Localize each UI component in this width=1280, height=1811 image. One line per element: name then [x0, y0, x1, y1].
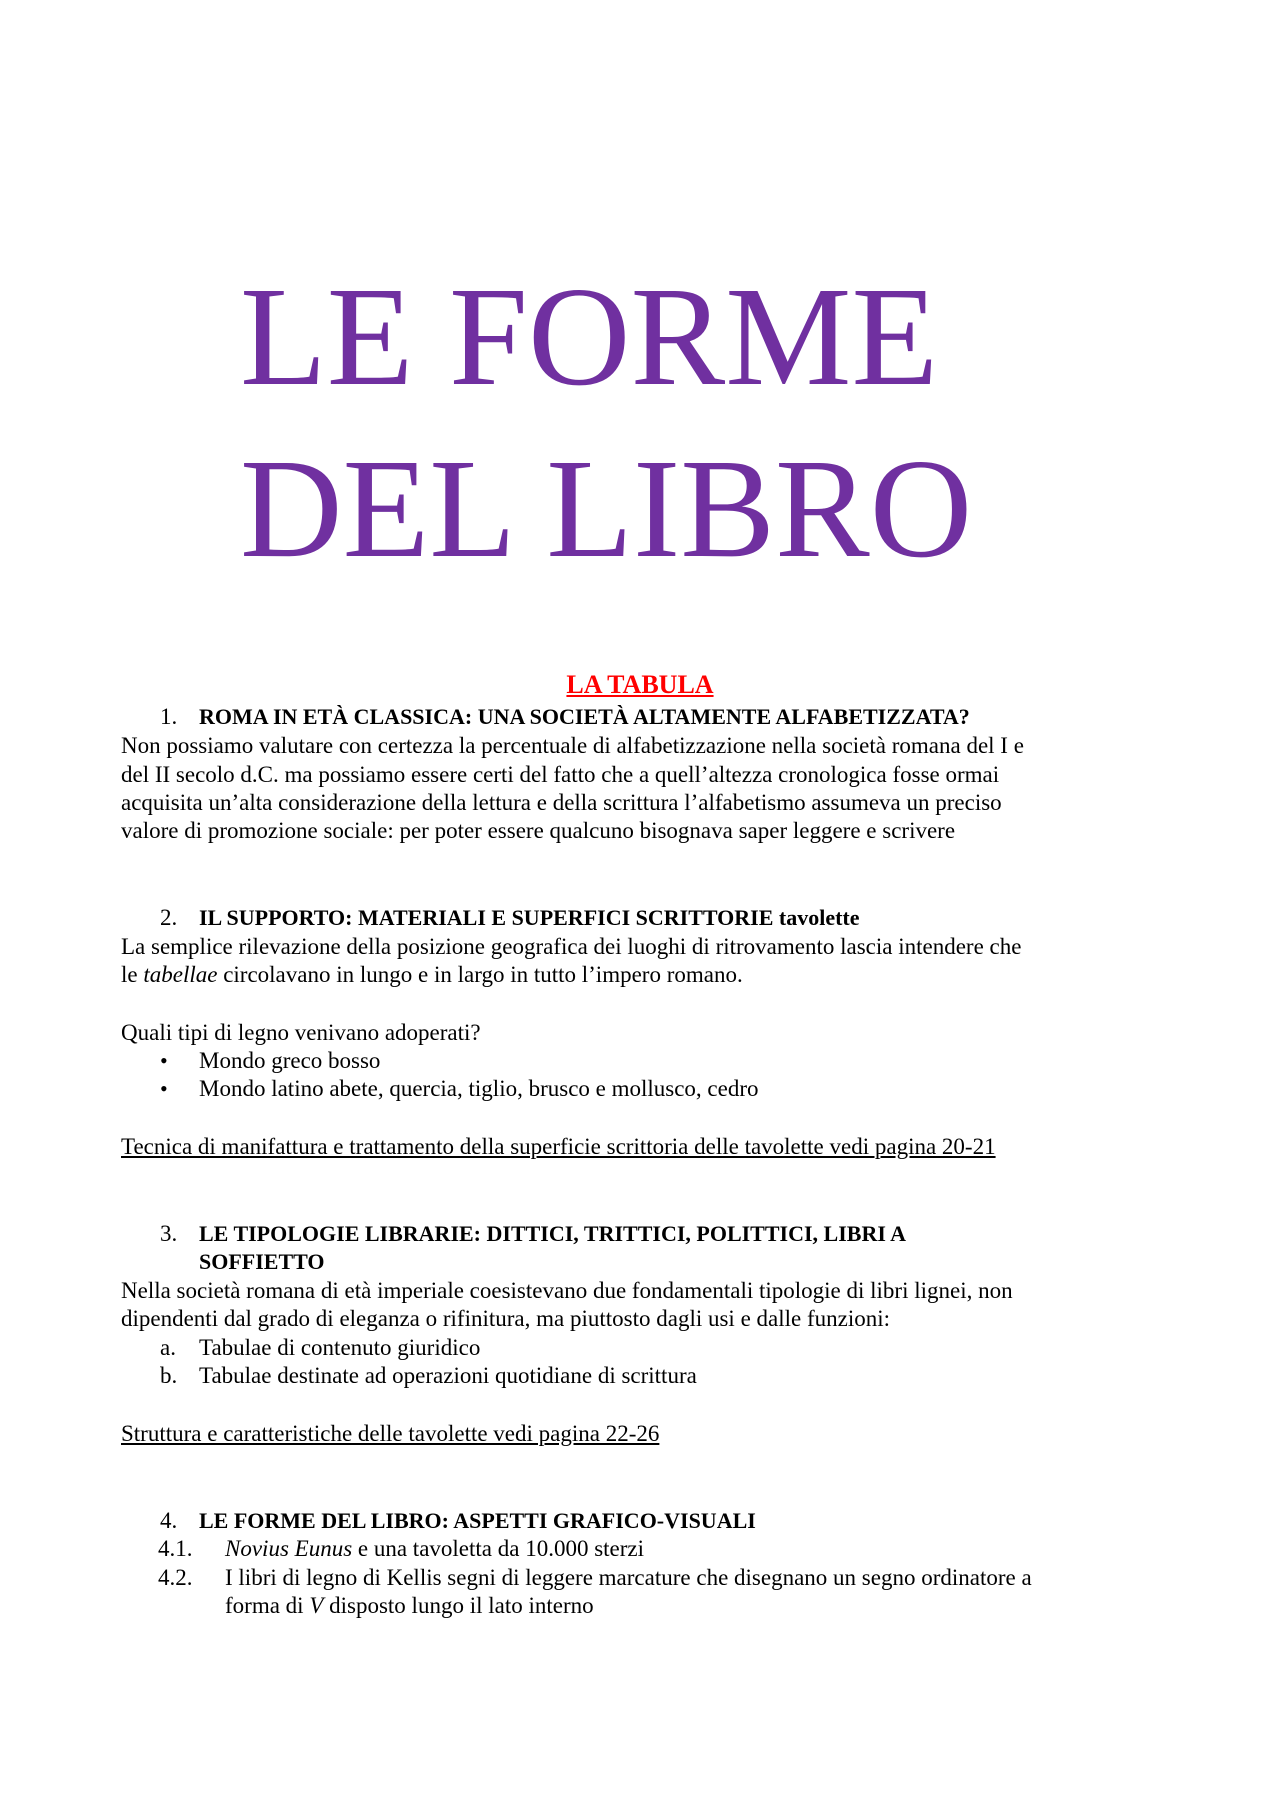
- section3-heading-line-1: LE TIPOLOGIE LIBRARIE: DITTICI, TRITTICI, POLITTICI, LIBRI A: [199, 1221, 907, 1246]
- section4-number: 4.: [160, 1508, 178, 1533]
- section3-heading-line-2: SOFFIETTO: [199, 1249, 325, 1274]
- section3-line-1: Nella società romana di età imperiale coesistevano due fondamentali tipologie di libri lignei, non: [121, 1278, 1013, 1303]
- section3-note: Struttura e caratteristiche delle tavolette vedi pagina 22-26: [121, 1421, 660, 1446]
- bullet-icon: •: [160, 1048, 168, 1073]
- list-marker-a: a.: [160, 1335, 176, 1360]
- italic-term: V: [309, 1593, 324, 1618]
- title-line-2: DEL LIBRO: [240, 429, 973, 587]
- section2-heading: IL SUPPORTO: MATERIALI E SUPERFICI SCRITTORIE tavolette: [199, 905, 860, 930]
- section2-line-2: le tabellae circolavano in lungo e in largo in tutto l’impero romano.: [121, 962, 743, 987]
- section4-heading: LE FORME DEL LIBRO: ASPETTI GRAFICO-VISUALI: [199, 1508, 756, 1533]
- italic-term: tabellae: [143, 962, 218, 987]
- section2-question: Quali tipi di legno venivano adoperati?: [121, 1020, 481, 1045]
- bullet-item-2: Mondo latino abete, quercia, tiglio, brusco e mollusco, cedro: [199, 1076, 759, 1101]
- section1-line-2: del II secolo d.C. ma possiamo essere certi del fatto che a quell’altezza cronologica fosse ormai: [121, 762, 1000, 787]
- subitem-marker-4-1: 4.1.: [158, 1536, 193, 1561]
- section1-line-4: valore di promozione sociale: per poter essere qualcuno bisognava saper leggere e scrivere: [121, 818, 956, 843]
- list-marker-b: b.: [160, 1363, 178, 1388]
- section1-heading: ROMA IN ETÀ CLASSICA: UNA SOCIETÀ ALTAMENTE ALFABETIZZATA?: [199, 704, 970, 729]
- italic-term: Novius Eunus: [225, 1536, 353, 1561]
- section3-line-2: dipendenti dal grado di eleganza o rifinitura, ma piuttosto dagli usi e dalle funzioni:: [121, 1306, 891, 1331]
- section1-line-1: Non possiamo valutare con certezza la percentuale di alfabetizzazione nella società romana del I e: [121, 733, 1024, 758]
- document-title: [240, 250, 972, 594]
- bullet-item-1: Mondo greco bosso: [199, 1048, 381, 1073]
- section-subtitle: LA TABULA: [566, 670, 714, 699]
- subitem-marker-4-2: 4.2.: [158, 1565, 193, 1590]
- section2-note: Tecnica di manifattura e trattamento della superficie scrittoria delle tavolette vedi pagina 20-21: [121, 1134, 996, 1159]
- section1-line-3: acquisita un’alta considerazione della lettura e della scrittura l’alfabetismo assumeva un preciso: [121, 790, 1002, 815]
- title-line-1: LE FORME: [240, 257, 939, 415]
- section1-number: 1.: [160, 704, 178, 729]
- list-item-a: Tabulae di contenuto giuridico: [199, 1335, 481, 1360]
- subitem-4-1: Novius Eunus e una tavoletta da 10.000 sterzi: [225, 1536, 645, 1561]
- section2-number: 2.: [160, 905, 178, 930]
- subitem-4-2-line-1: I libri di legno di Kellis segni di leggere marcature che disegnano un segno ordinatore a: [225, 1565, 1032, 1590]
- bullet-icon: •: [160, 1076, 168, 1101]
- section2-line-1: La semplice rilevazione della posizione geografica dei luoghi di ritrovamento lascia intendere che: [121, 934, 1022, 959]
- section3-number: 3.: [160, 1221, 178, 1246]
- subitem-4-2-line-2: forma di V disposto lungo il lato interno: [225, 1593, 594, 1618]
- list-item-b: Tabulae destinate ad operazioni quotidiane di scrittura: [199, 1363, 697, 1388]
